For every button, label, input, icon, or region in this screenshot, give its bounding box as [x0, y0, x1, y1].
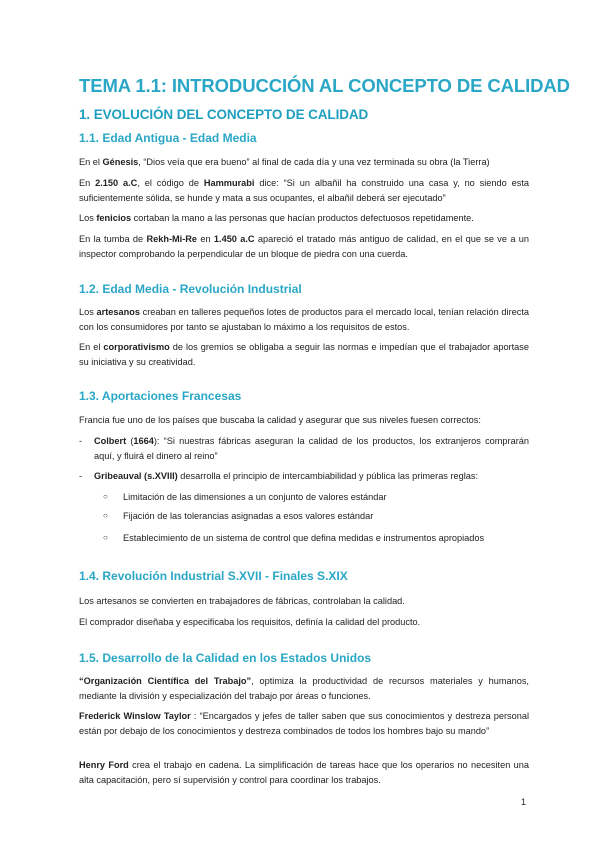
subsection-heading-1-1: 1.1. Edad Antigua - Edad Media	[79, 131, 257, 145]
paragraph-organizacion: “Organización Científica del Trabajo”, optimiza la productividad de recursos materiales y humanos, mediante la división y especialización del trabajo por áreas o funciones.	[79, 676, 529, 701]
subsection-heading-1-4: 1.4. Revolución Industrial S.XVII - Finales S.XIX	[79, 569, 348, 583]
paragraph-artesanos: Los artesanos creaban en talleres pequeños lotes de productos para el mercado local, tenían relación directa con los consumidores por tanto se ajustaban lo máximo a los requisitos de estos.	[79, 307, 529, 332]
circle-bullet: ○	[103, 533, 108, 542]
paragraph-rekh-mi-re: En la tumba de Rekh-Mi-Re en 1.450 a.C apareció el tratado más antiguo de calidad, en el que se ve a un inspector comprobando la perpendicular de un bloque de piedra con una cuerda.	[79, 234, 530, 259]
page-number: 1	[521, 797, 527, 807]
paragraph-taylor: Frederick Winslow Taylor : “Encargados y jefes de taller saben que sus conocimientos y destreza personal están por debajo de los conocimientos y destreza combinados de todos los hombres bajo su mando”	[79, 711, 529, 736]
circle-bullet: ○	[103, 511, 108, 520]
dash-bullet: -	[79, 471, 83, 481]
subsection-heading-1-3: 1.3. Aportaciones Francesas	[79, 389, 242, 403]
paragraph-hammurabi: En 2.150 a.C, el código de Hammurabi dice: “Si un albañil ha construido una casa y, no siendo esta suficientemente sólida, se hunde y mata a sus ocupantes, el albañil deberá ser ejecutado”	[79, 178, 530, 203]
paragraph-fenicios: Los fenicios cortaban la mano a las personas que hacían productos defectuosos repetidamente.	[79, 213, 474, 223]
circle-bullet: ○	[103, 492, 108, 501]
paragraph-artesanos-fabricas: Los artesanos se convierten en trabajadores de fábricas, controlaban la calidad.	[79, 596, 405, 606]
paragraph-genesis: En el Génesis, “Dios veía que era bueno” al final de cada día y una vez terminada su obra (la Tierra)	[79, 157, 490, 167]
page-title: TEMA 1.1: INTRODUCCIÓN AL CONCEPTO DE CALIDAD	[79, 75, 570, 96]
paragraph-francia: Francia fue uno de los países que buscaba la calidad y asegurar que sus niveles fuesen correctos:	[79, 415, 481, 425]
subsection-heading-1-5: 1.5. Desarrollo de la Calidad en los Estados Unidos	[79, 651, 372, 665]
paragraph-corporativismo: En el corporativismo de los gremios se obligaba a seguir las normas e impedían que el trabajador aportase su iniciativa y su creatividad.	[79, 342, 529, 367]
paragraph-ford: Henry Ford crea el trabajo en cadena. La simplificación de tareas hace que los operarios no necesiten una alta capacitación, pero sí supervisión y control para coordinar los trabajos.	[79, 760, 529, 785]
section-heading: 1. EVOLUCIÓN DEL CONCEPTO DE CALIDAD	[79, 107, 369, 122]
subsection-heading-1-2: 1.2. Edad Media - Revolución Industrial	[79, 282, 302, 296]
paragraph-comprador: El comprador diseñaba y especificaba los requisitos, definía la calidad del producto.	[79, 617, 421, 627]
document-page: TEMA 1.1: INTRODUCCIÓN AL CONCEPTO DE CALIDAD 1. EVOLUCIÓN DEL CONCEPTO DE CALIDAD 1.1. Edad Antigua - Edad Media En el Génesis, “Dios veía que era bueno” al final de cada día y una vez terminada su obra (la Tierra) En 2.150 a.C, el código de Hammurabi dice: “Si un albañil ha construido una casa y, no siendo esta suficientemente sólida, se hunde y mata a sus ocupantes, el albañil deberá ser ejecutado” Los fenicios cortaban la mano a las personas que hacían productos defectuosos repetidamente. En la tumba de Rekh-Mi-Re en 1.450 a.C apareció el tratado más antiguo de calidad, en el que se ve a un inspector comprobando la perpendicular de un bloque de piedra con una cuerda. 1.2. Edad Media - Revolución Industrial Los artesanos creaban en talleres pequeños lotes de productos para el mercado local, tenían relación directa con los consumidores por tanto se ajustaban lo máximo a los requisitos de estos. En el corporativismo de los gremios se obligaba a seguir las normas e impedían que el trabajador aportase su iniciativa y su creatividad. 1.3. Aportaciones Francesas Francia fue uno de los países que buscaba la calidad y asegurar que sus niveles fuesen correctos: - Colbert (1664): “Si nuestras fábricas aseguran la calidad de los productos, los extranjeros comprarán aquí, y fluirá el dinero al reino” - Gribeauval (s.XVIII) desarrolla el principio de intercambiabilidad y pública las primeras reglas: ○ Limitación de las dimensiones a un conjunto de valores estándar ○ Fijación de las tolerancias asignadas a esos valores estándar ○ Establecimiento de un sistema de control que defina medidas e instrumentos apropiados 1.4. Revolución Industrial S.XVII - Finales S.XIX Los artesanos se convierten en trabajadores de fábricas, controlaban la calidad. El comprador diseñaba y especificaba los requisitos, definía la calidad del producto. 1.5. Desarrollo de la Calidad en los Estados Unidos “Organización Científica del Trabajo”, optimiza la productividad de recursos materiales y humanos, mediante la división y especialización del trabajo por áreas o funciones. Frederick Winslow Taylor : “Encargados y jefes de taller saben que sus conocimientos y destreza personal están por debajo de los conocimientos y destreza combinados de todos los hombres bajo su mando” Henry Ford crea el trabajo en cadena. La simplificación de tareas hace que los operarios no necesiten una alta capacitación, pero sí supervisión y control para coordinar los trabajos. 1	[79, 75, 570, 807]
dash-bullet: -	[79, 436, 83, 446]
